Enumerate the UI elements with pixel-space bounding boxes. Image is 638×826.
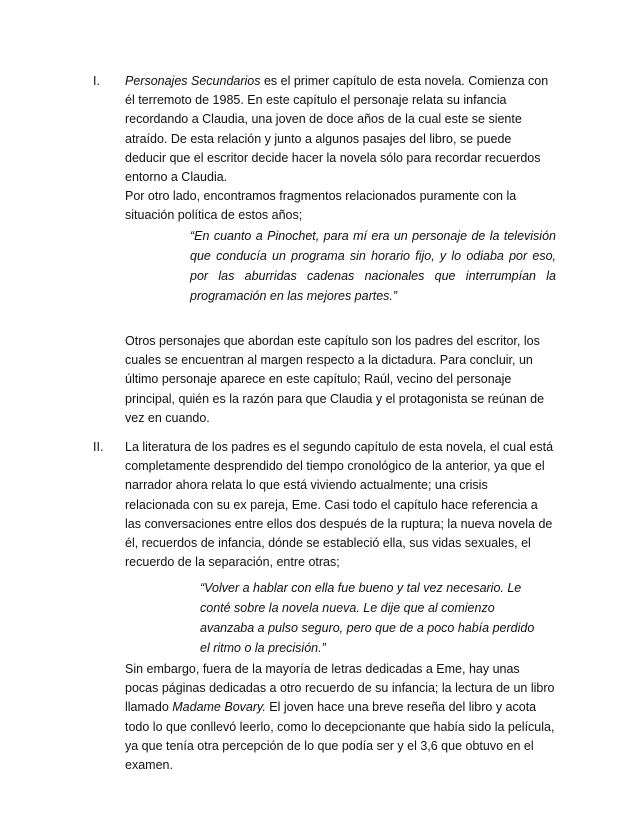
section-numeral-2: II. (93, 440, 104, 454)
section-2-paragraph-2-text-a: Sin embargo, fuera de la mayoría de letras dedicadas a Eme, hay unas pocas páginas dedicadas a otro recuerdo de su infancia; la lectura de un libro llamado (125, 662, 555, 715)
section-1-paragraph-2: Por otro lado, encontramos fragmentos relacionados puramente con la situación política de estos años; (125, 189, 517, 223)
section-1-paragraph-1 (125, 72, 555, 187)
book-title: Madame Bovary. (172, 700, 266, 715)
section-2-paragraph-1: La literatura de los padres es el segundo capítulo de esta novela, el cual está completamente desprendido del tiempo cronológico de la anterior, ya que el narrador ahora relata lo que está viviendo actualmente; una crisis relacionada con su ex pareja, Eme. Casi todo el capítulo hace referencia a las conversaciones entre ellos dos después de la ruptura; la nueva novela de él, recuerdos de infancia, dónde se estableció ella, sus vidas sexuales, el recuerdo de la separación, entre otras; (125, 440, 554, 570)
section-2-paragraph-2-text-b: El joven hace una breve reseña del libro y acota todo lo que conllevó leerlo, como lo decepcionante que había sido la película, ya que tenía otra percepción de lo que podía ser y el 3,6 que obtuvo en el examen. (125, 700, 555, 773)
section-1-paragraph-1-text: es el primer capítulo de esta novela. Comienza con él terremoto de 1985. En este capítulo el personaje relata su infancia recordando a Claudia, una joven de doce años de la cual este se siente atraído. De esta relación y junto a algunos pasajes del libro, se puede deducir que el escritor decide hacer la novela sólo para recordar recuerdos entorno a Claudia. (125, 74, 549, 185)
section-numeral-1: I. (93, 74, 100, 88)
section-1-paragraph-3: Otros personajes que abordan este capítulo son los padres del escritor, los cuales se encuentran al margen respecto a la dictadura. Para concluir, un último personaje aparece en este capítulo; Raúl, vecino del personaje principal, quién es la razón para que Claudia y el protagonista se reúnan de vez en cuando. (125, 334, 545, 425)
section-2-paragraph-2 (125, 660, 555, 775)
chapter-title-1: Personajes Secundarios (125, 74, 261, 88)
quote-1: “En cuanto a Pinochet, para mí era un personaje de la televisión que conducía un programa sin horario fijo, y lo odiaba por eso, por las aburridas cadenas nacionales que interrumpían la programación en las mejores partes.” (190, 229, 556, 303)
quote-2: “Volver a hablar con ella fue bueno y tal vez necesario. Le conté sobre la novela nueva. Le dije que al comienzo avanzaba a pulso seguro, pero que de a poco había perdido el ritmo o la precisión.” (200, 581, 535, 655)
section-1-intro (125, 72, 555, 226)
